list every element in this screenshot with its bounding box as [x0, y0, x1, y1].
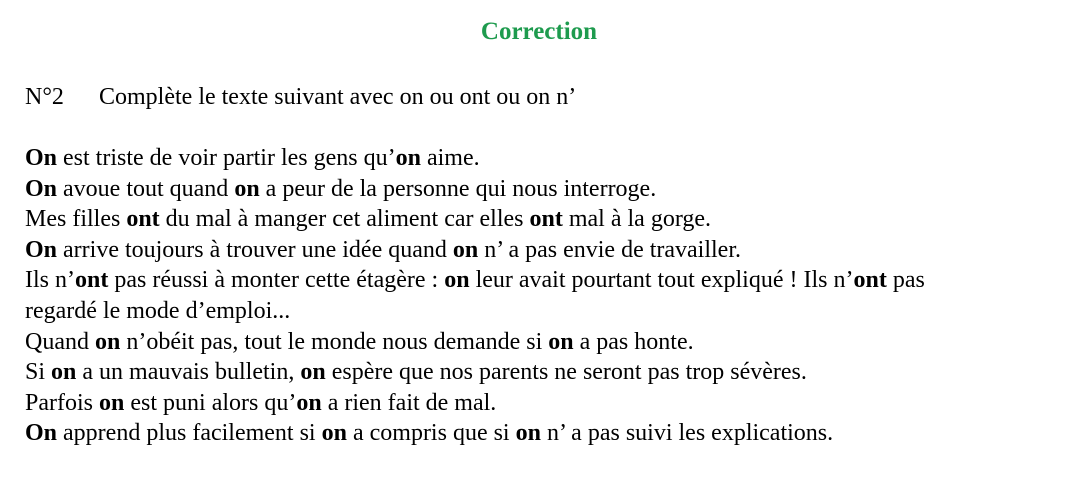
text-segment: du mal à manger cet aliment car elles: [159, 206, 530, 233]
text-segment: Parfois: [25, 389, 99, 416]
text-segment: a un mauvais bulletin,: [76, 359, 301, 386]
answer-word: on: [234, 175, 260, 202]
text-segment: est puni alors qu’: [124, 389, 297, 416]
text-segment: pas réussi à monter cette étagère :: [108, 267, 445, 294]
answer-word: on: [321, 420, 347, 447]
answer-word: On: [25, 420, 58, 447]
answer-word: on: [515, 420, 541, 447]
answer-word: ont: [75, 267, 109, 294]
answer-word: on: [94, 328, 121, 355]
text-segment: Si: [25, 359, 52, 386]
text-segment: Ils n’: [25, 267, 75, 294]
text-line: [25, 296, 1070, 327]
text-segment: mal à la gorge.: [562, 206, 712, 233]
exercise-text: [25, 143, 1070, 449]
text-segment: espère que nos parents ne seront pas trop sévères.: [325, 359, 807, 386]
text-segment: n’ a pas envie de travailler.: [478, 236, 742, 263]
text-segment: pas: [886, 267, 925, 294]
answer-word: on: [99, 389, 125, 416]
text-line: [25, 388, 1070, 419]
answer-word: on: [452, 236, 479, 263]
text-segment: n’obéit pas, tout le monde nous demande si: [120, 328, 549, 355]
answer-word: on: [300, 359, 326, 386]
answer-word: on: [548, 328, 574, 355]
text-segment: regardé le mode d’emploi...: [25, 297, 291, 324]
text-segment: Mes filles: [25, 206, 127, 233]
text-segment: a compris que si: [346, 420, 516, 447]
answer-word: on: [51, 359, 77, 386]
text-segment: est triste de voir partir les gens qu’: [57, 145, 396, 171]
exercise-instruction: Complète le texte suivant avec on ou ont ou on n’: [99, 84, 577, 110]
text-segment: a rien fait de mal.: [321, 389, 497, 416]
text-line: [25, 174, 1070, 205]
answer-word: on: [296, 389, 322, 416]
text-segment: avoue tout quand: [57, 175, 235, 202]
answer-word: on: [395, 145, 421, 171]
text-line: [25, 204, 1070, 235]
exercise-number: N°2: [25, 84, 64, 110]
text-segment: a pas honte.: [573, 328, 694, 355]
text-segment: apprend plus facilement si: [57, 420, 322, 447]
text-segment: leur avait pourtant tout expliqué ! Ils n’: [469, 267, 854, 294]
answer-word: On: [25, 175, 58, 202]
answer-word: ont: [853, 267, 887, 294]
text-line: [25, 235, 1070, 266]
exercise-heading: [25, 82, 576, 112]
answer-word: ont: [126, 206, 160, 233]
text-line: [25, 418, 1070, 449]
text-segment: n’ a pas suivi les explications.: [540, 420, 834, 447]
text-segment: a peur de la personne qui nous interroge.: [259, 175, 657, 202]
answer-word: On: [25, 236, 58, 263]
text-line: [25, 265, 1070, 296]
answer-word: on: [444, 267, 470, 294]
page-title: Correction: [480, 18, 598, 45]
text-line: [25, 357, 1070, 388]
answer-word: On: [25, 145, 58, 171]
answer-word: ont: [529, 206, 563, 233]
text-line: [25, 327, 1070, 358]
text-line: [25, 143, 1070, 174]
text-segment: Quand: [25, 328, 95, 355]
text-segment: arrive toujours à trouver une idée quand: [57, 236, 453, 263]
text-segment: aime.: [420, 145, 480, 171]
